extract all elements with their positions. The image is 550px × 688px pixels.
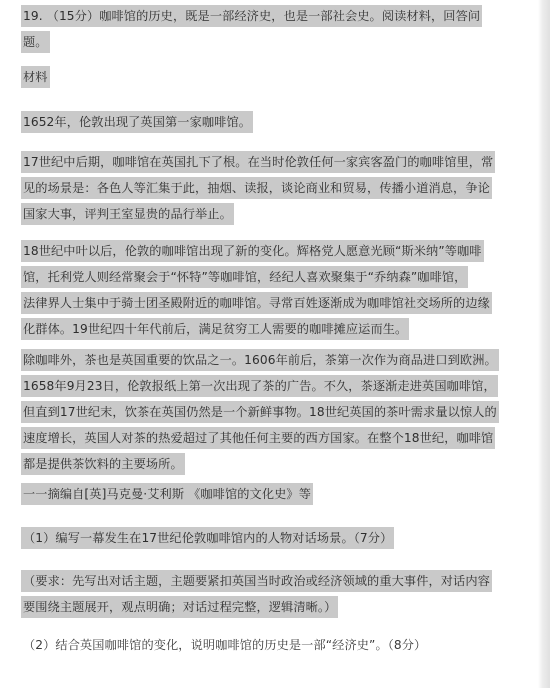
requirement-line: 要围绕主题展开，观点明确；对话过程完整，逻辑清晰。） — [21, 596, 338, 618]
paragraph-line: 1652年，伦敦出现了英国第一家咖啡馆。 — [21, 111, 253, 133]
material-paragraph-4 — [21, 349, 499, 475]
material-heading — [21, 66, 50, 88]
paragraph-line: 除咖啡外，茶也是英国重要的饮品之一。1606年前后，茶第一次作为商品进口到欧洲。 — [21, 349, 499, 371]
paragraph-line: 见的场景是：各色人等汇集于此，抽烟、读报，谈论商业和贸易，传播小道消息，争论 — [21, 177, 492, 199]
paragraph-line: 17世纪中后期，咖啡馆在英国扎下了根。在当时伦敦任何一家宾客盈门的咖啡馆里，常 — [21, 151, 495, 173]
paragraph-line: 1658年9月23日，伦敦报纸上第一次出现了茶的广告。不久，茶逐渐走进英国咖啡馆， — [21, 375, 498, 397]
paragraph-line: 但直到17世纪末，饮茶在英国仍然是一个新鲜事物。18世纪英国的茶叶需求量以惊人的 — [21, 401, 499, 423]
paragraph-line: 馆，托利党人则经常聚会于“怀特”等咖啡馆，经纪人喜欢聚集于“乔纳森”咖啡馆， — [21, 266, 468, 288]
source-citation — [21, 483, 313, 505]
answer-requirements — [21, 570, 492, 618]
sub-question-text: （2）结合英国咖啡馆的变化，说明咖啡馆的历史是一部“经济史”。（8分） — [23, 638, 427, 652]
paragraph-line: 18世纪中叶以后，伦敦的咖啡馆出现了新的变化。辉格党人愿意光顾“斯米纳”等咖啡 — [21, 240, 484, 262]
material-label: 材料 — [21, 66, 50, 88]
sub-question-2 — [21, 634, 428, 656]
question-19 — [21, 5, 482, 53]
paragraph-line: 速度增长，英国人对茶的热爱超过了其他任何主要的西方国家。在整个18世纪，咖啡馆 — [21, 427, 495, 449]
sub-question-1 — [21, 527, 394, 549]
paragraph-line: 国家大事，评判王室显贵的品行举止。 — [21, 203, 234, 225]
paragraph-line: 都是提供茶饮料的主要场所。 — [21, 453, 185, 475]
material-paragraph-2 — [21, 151, 495, 225]
material-paragraph-1 — [21, 111, 253, 133]
material-paragraph-3 — [21, 240, 492, 340]
paragraph-line: 法律界人士集中于骑士团圣殿附近的咖啡馆。寻常百姓逐渐成为咖啡馆社交场所的边缘 — [21, 292, 492, 314]
question-prompt-line: 19. （15分）咖啡馆的历史，既是一部经济史，也是一部社会史。阅读材料，回答问 — [21, 5, 482, 27]
page-edge-shadow — [538, 0, 550, 688]
paragraph-line: 化群体。19世纪四十年代前后，满足贫穷工人需要的咖啡摊应运而生。 — [21, 318, 409, 340]
citation-text: 一一摘编自[英]马克曼·艾利斯 《咖啡馆的文化史》等 — [21, 483, 313, 505]
requirement-line: （要求：先写出对话主题，主题要紧扣英国当时政治或经济领域的重大事件，对话内容 — [21, 570, 492, 592]
question-prompt-line: 题。 — [21, 31, 50, 53]
sub-question-text: （1）编写一幕发生在17世纪伦敦咖啡馆内的人物对话场景。（7分） — [21, 527, 394, 549]
